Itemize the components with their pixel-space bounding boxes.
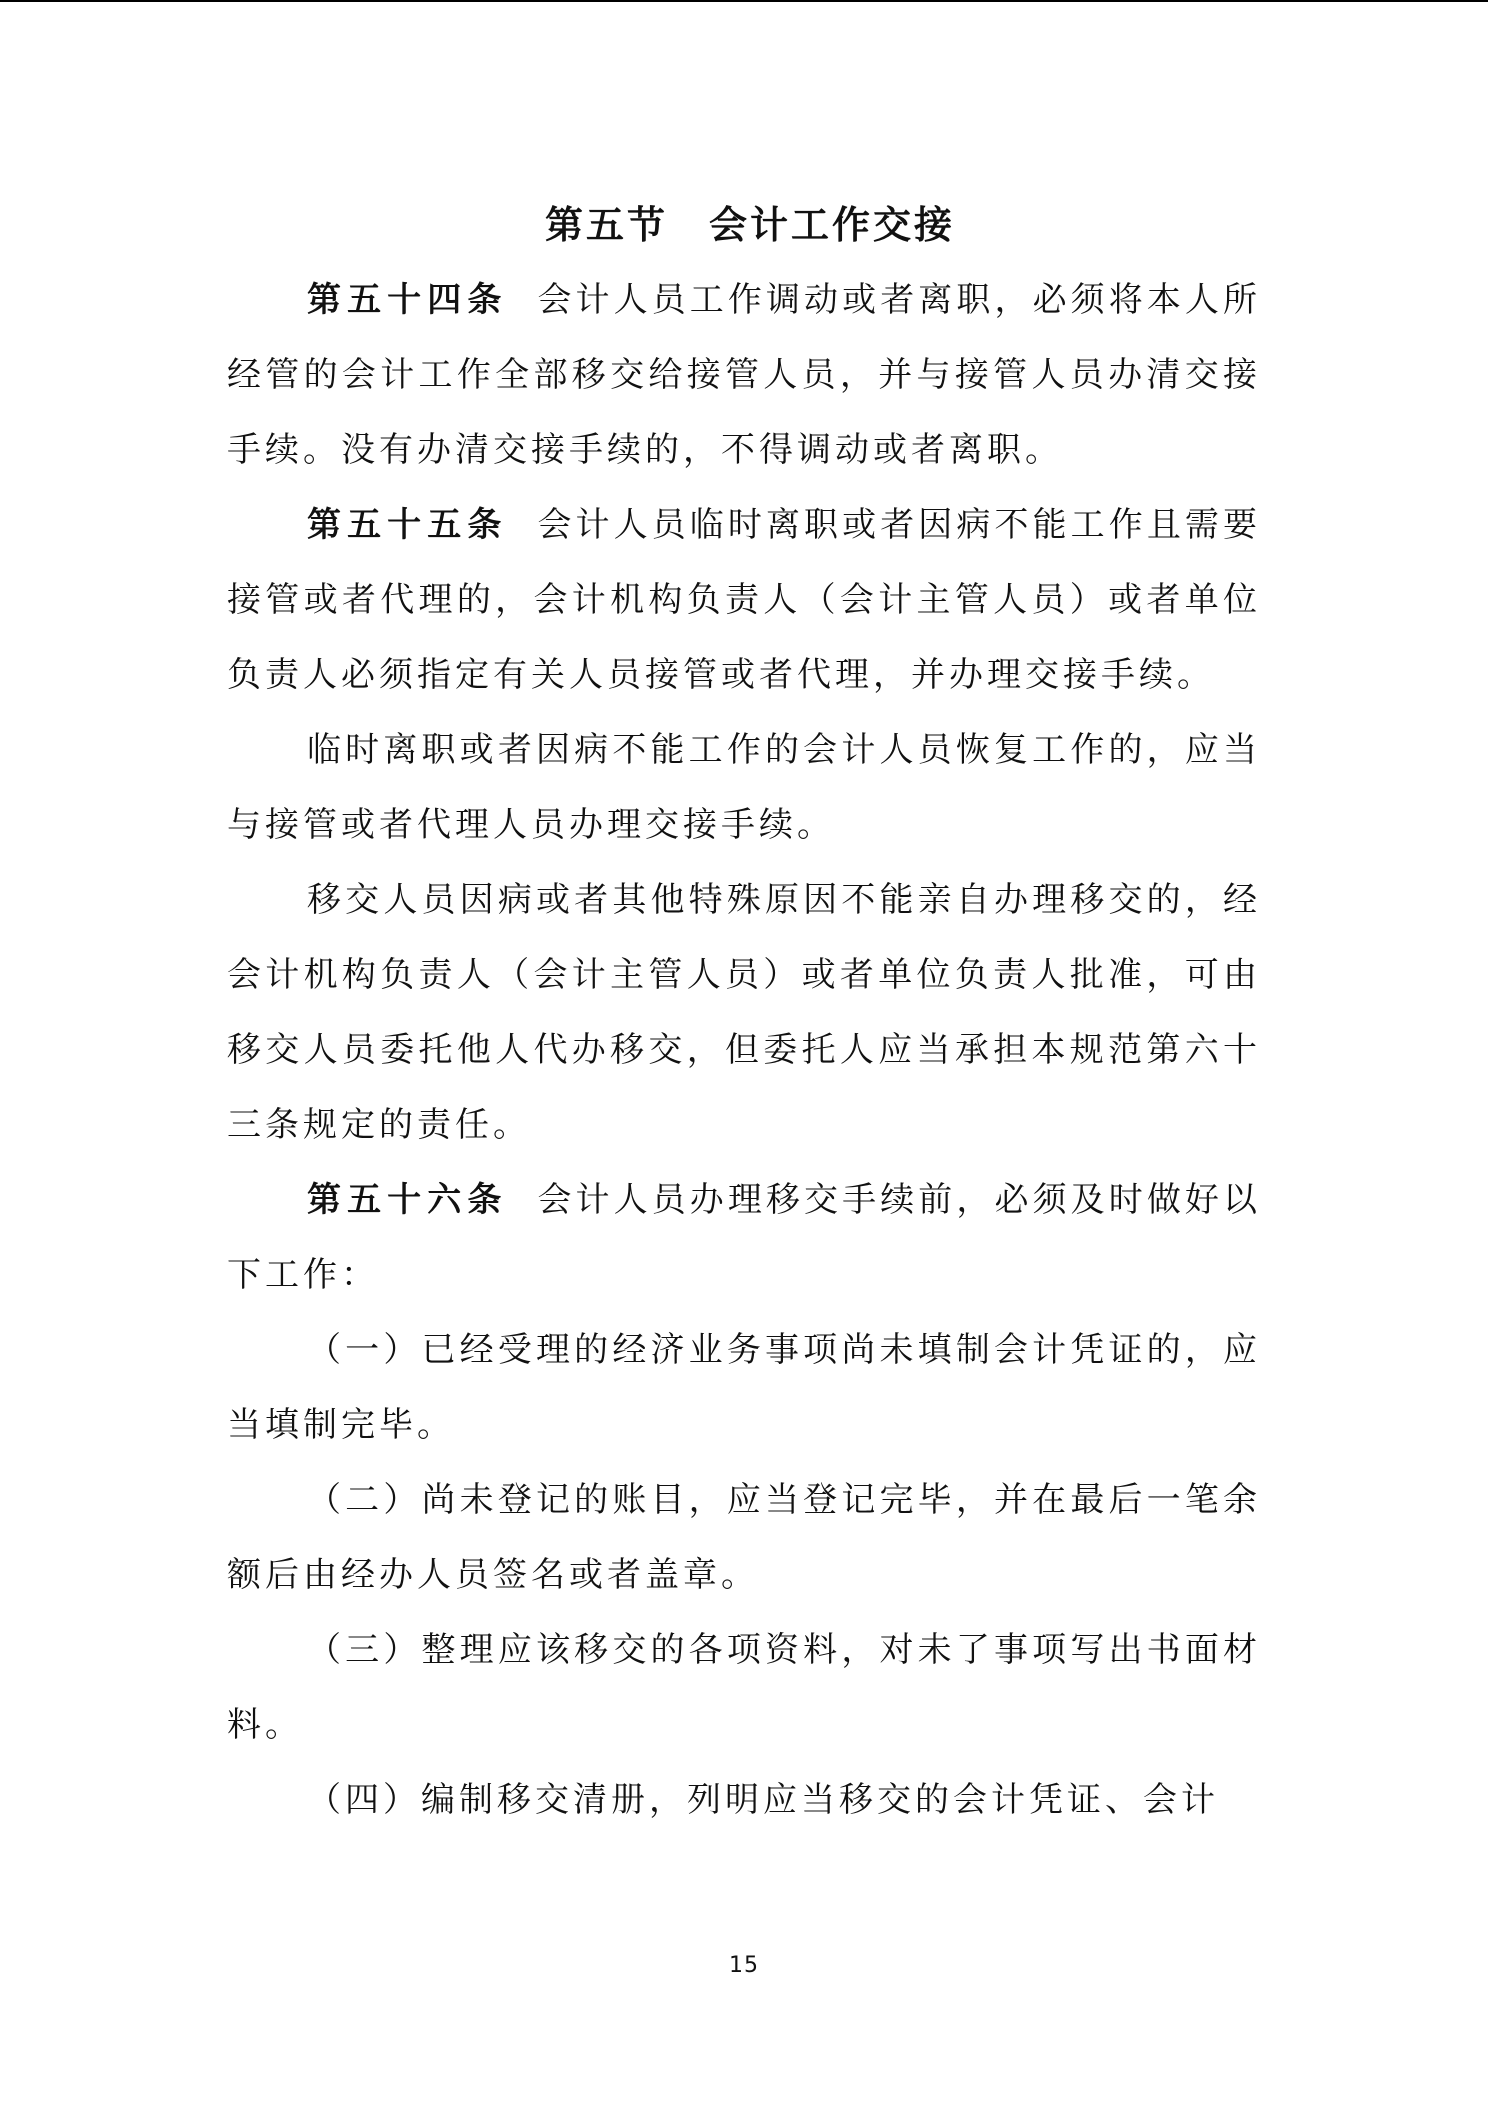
article-56-item-3: （三）整理应该移交的各项资料，对未了事项写出书面材料。 <box>227 1630 1261 1745</box>
article-56-text: 会计人员办理移交手续前，必须及时做好以下工作： <box>227 1180 1262 1295</box>
page-top-border <box>0 0 1488 2</box>
article-54-text: 会计人员工作调动或者离职，必须将本人所经管的会计工作全部移交给接管人员，并与接管人员办清交接手续。没有办清交接手续的，不得调动或者离职。 <box>227 280 1262 470</box>
article-56-item-4: （四）编制移交清册，列明应当移交的会计凭证、会计 <box>307 1780 1219 1820</box>
article-55-text: 会计人员临时离职或者因病不能工作且需要接管或者代理的，会计机构负责人（会计主管人员）或者单位负责人必须指定有关人员接管或者代理，并办理交接手续。 <box>227 505 1262 695</box>
article-56-item-2: （二）尚未登记的账目，应当登记完毕，并在最后一笔余额后由经办人员签名或者盖章。 <box>227 1480 1261 1595</box>
article-54 <box>227 263 1261 488</box>
article-55-paragraph-3: 移交人员因病或者其他特殊原因不能亲自办理移交的，经会计机构负责人（会计主管人员）或者单位负责人批准，可由移交人员委托他人代办移交，但委托人应当承担本规范第六十三条规定的责任。 <box>227 880 1261 1145</box>
article-55 <box>227 488 1261 713</box>
article-54-label: 第五十四条 <box>307 280 508 320</box>
section-title: 第五节 会计工作交接 <box>544 203 955 247</box>
article-56 <box>227 1163 1261 1313</box>
article-56-item-1: （一）已经受理的经济业务事项尚未填制会计凭证的，应当填制完毕。 <box>227 1330 1261 1445</box>
document-page <box>227 188 1261 1838</box>
article-55-paragraph-2: 临时离职或者因病不能工作的会计人员恢复工作的，应当与接管或者代理人员办理交接手续。 <box>227 730 1261 845</box>
page-number: 15 <box>729 1953 759 1978</box>
article-56-label: 第五十六条 <box>307 1180 508 1220</box>
article-55-label: 第五十五条 <box>307 505 508 545</box>
